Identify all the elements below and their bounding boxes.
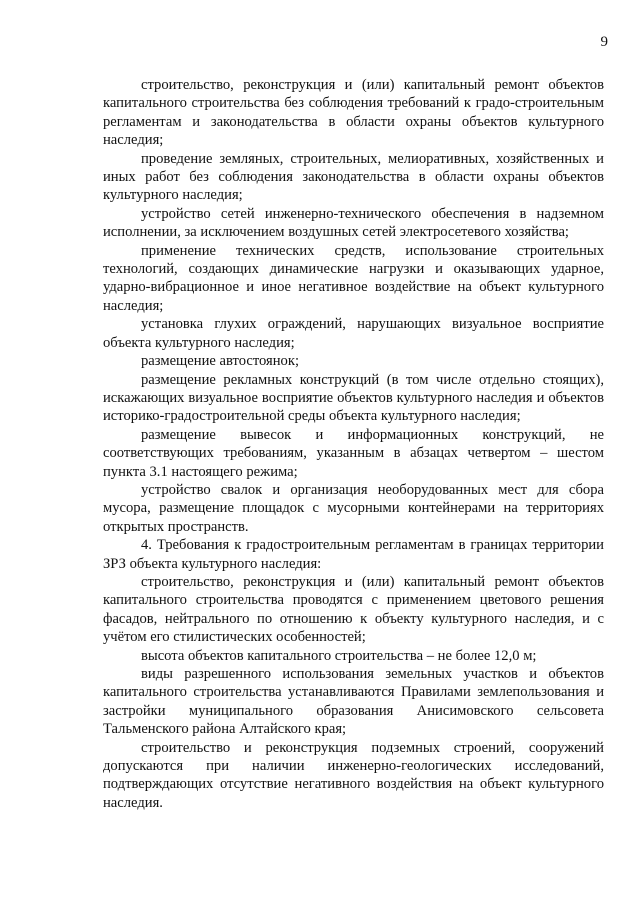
paragraph: строительство, реконструкция и (или) капитальный ремонт объектов капитального строительства проводятся с применением цветового решения фасадов, нейтрального по отношению к объекту культурного наследия, и с учётом его стилистических особенностей;	[103, 573, 604, 646]
paragraph: установка глухих ограждений, нарушающих визуальное восприятие объекта культурного наследия;	[103, 316, 604, 351]
paragraph: проведение земляных, строительных, мелиоративных, хозяйственных и иных работ без соблюдения законодательства в области охраны объектов культурного наследия;	[103, 150, 604, 204]
paragraph: строительство, реконструкция и (или) капитальный ремонт объектов капитального строительства без соблюдения требований к градо-строительным регламентам и законодательства в области охраны объектов культурного наследия;	[103, 77, 604, 149]
paragraph: размещение рекламных конструкций (в том числе отдельно стоящих), искажающих визуальное восприятие объектов культурного наследия и объектов историко-градостроительной среды объекта культурного наследия;	[103, 371, 604, 425]
section-heading-paragraph: 4. Требования к градостроительным регламентам в границах территории ЗРЗ объекта культурного наследия:	[103, 537, 604, 572]
paragraph: размещение автостоянок;	[141, 353, 300, 370]
paragraph: применение технических средств, использование строительных технологий, создающих динамические нагрузки и оказывающих ударное, ударно-вибрационное и иное негативное воздействие на объект культурного наследия;	[103, 242, 604, 314]
paragraph: строительство и реконструкция подземных строений, сооружений допускаются при наличии инженерно-геологических исследований, подтверждающих отсутствие негативного воздействия на объект культурного наследия.	[103, 739, 604, 811]
paragraph: устройство сетей инженерно-технического обеспечения в надземном исполнении, за исключением воздушных сетей электросетевого хозяйства;	[103, 205, 604, 241]
document-body	[103, 76, 604, 812]
paragraph: высота объектов капитального строительства – не более 12,0 м;	[141, 647, 537, 664]
paragraph: устройство свалок и организация необорудованных мест для сбора мусора, размещение площадок с мусорными контейнерами на территориях открытых пространств.	[103, 481, 604, 535]
paragraph: виды разрешенного использования земельных участков и объектов капитального строительства устанавливаются Правилами землепользования и застройки муниципального образования Анисимовского сельсовета Тальменского района Алтайского края;	[103, 666, 604, 738]
page-number: 9	[600, 34, 608, 50]
paragraph: размещение вывесок и информационных конструкций, не соответствующих требованиям, указанным в абзацах четвертом – шестом пункта 3.1 настоящего режима;	[103, 426, 604, 480]
